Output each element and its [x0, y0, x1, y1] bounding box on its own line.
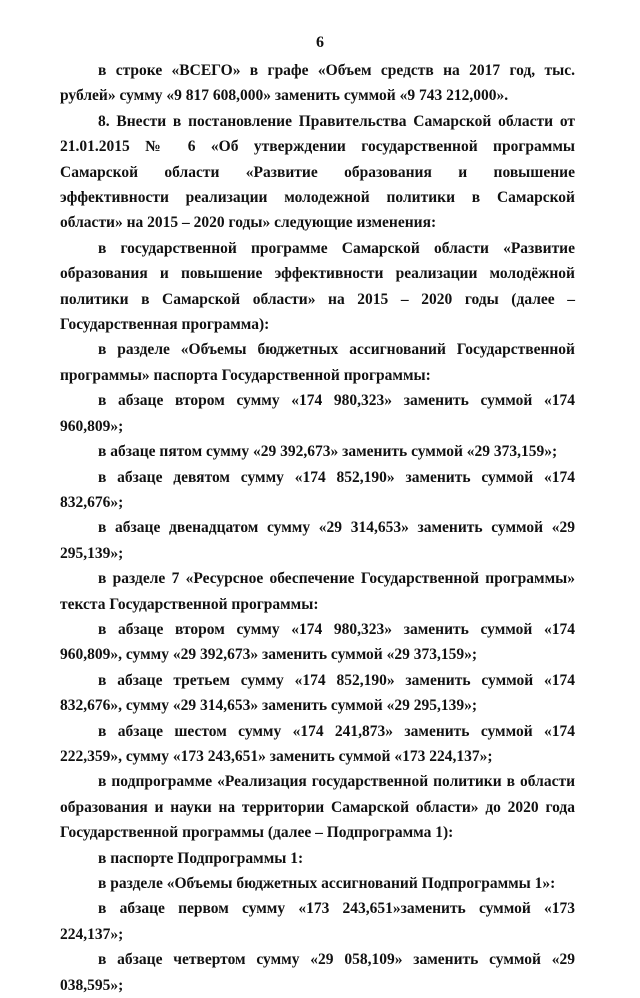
- paragraph: в разделе «Объемы бюджетных ассигнований Подпрограммы 1»:: [98, 875, 556, 892]
- paragraph: в абзаце втором сумму «174 980,323» заменить суммой «174 960,809»;: [60, 392, 575, 435]
- paragraph: в абзаце двенадцатом сумму «29 314,653» заменить суммой «29 295,139»;: [60, 519, 575, 562]
- paragraph: в абзаце первом сумму «173 243,651»заменить суммой «173 224,137»;: [60, 900, 575, 943]
- paragraph: в паспорте Подпрограммы 1:: [98, 849, 304, 867]
- paragraph: в абзаце третьем сумму «174 852,190» заменить суммой «174 832,676», сумму «29 314,653» заменить суммой «29 295,139»;: [60, 671, 575, 715]
- paragraph: в абзаце шестом сумму «174 241,873» заменить суммой «174 222,359», сумму «173 243,651» заменить суммой «173 224,137»;: [60, 722, 575, 765]
- page-number: 6: [316, 34, 324, 51]
- paragraph: в разделе «Объемы бюджетных ассигнований Государственной программы» паспорта Государственной программы:: [60, 341, 575, 384]
- paragraph: в абзаце четвертом сумму «29 058,109» заменить суммой «29 038,595»;: [60, 951, 575, 994]
- paragraph: 8. Внести в постановление Правительства Самарской области от 21.01.2015 № 6 «Об утверждении государственной программы Самарской области «Развитие образования и повышение эффективности реализации молодежной политики в Самарской области» на 2015 – 2020 годы» следующие изменения:: [60, 112, 575, 232]
- paragraph: в государственной программе Самарской области «Развитие образования и повышение эффективности реализации молодёжной политики в Самарской области» на 2015 – 2020 годы (далее – Государственная программа):: [60, 239, 575, 334]
- paragraph: в абзаце девятом сумму «174 852,190» заменить суммой «174 832,676»;: [60, 468, 575, 511]
- paragraph: в строке «ВСЕГО» в графе «Объем средств на 2017 год, тыс. рублей» сумму «9 817 608,000» заменить суммой «9 743 212,000».: [60, 62, 575, 105]
- paragraph: в разделе 7 «Ресурсное обеспечение Государственной программы» текста Государственной программы:: [60, 570, 575, 613]
- paragraph: в абзаце втором сумму «174 980,323» заменить суммой «174 960,809», сумму «29 392,673» заменить суммой «29 373,159»;: [60, 620, 575, 664]
- document-body: [60, 58, 575, 998]
- paragraph: в подпрограмме «Реализация государственной политики в области образования и науки на территории Самарской области» до 2020 года Государственной программы (далее – Подпрограмма 1):: [60, 773, 575, 842]
- paragraph: в абзаце пятом сумму «29 392,673» заменить суммой «29 373,159»;: [98, 443, 558, 461]
